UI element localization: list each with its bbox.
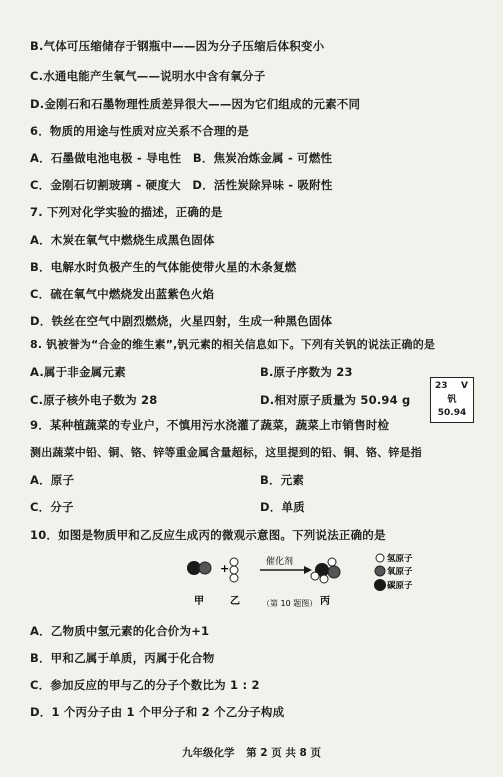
q10-option-b: B．甲和乙属于单质，丙属于化合物 <box>30 651 215 665</box>
q8-option-b: B.原子序数为 23 <box>260 365 353 379</box>
element-number: 23 <box>435 381 448 391</box>
legend-oxygen: 氧原子 <box>387 567 413 577</box>
molecule-bing <box>311 558 340 583</box>
q7-option-d: D．铁丝在空气中剧烈燃烧，火星四射，生成一种黑色固体 <box>30 314 333 328</box>
q10-option-d: D．1 个丙分子由 1 个甲分子和 2 个乙分子构成 <box>30 705 285 719</box>
molecule-jia <box>187 561 211 575</box>
diagram-legend <box>374 553 413 591</box>
q9-option-d: D．单质 <box>260 500 305 514</box>
q9-stem-1: 9．某种植蔬菜的专业户，不慎用污水浇灌了蔬菜，蔬菜上市销售时检 <box>30 418 390 432</box>
q5-option-c: C.水通电能产生氧气——说明水中含有氧分子 <box>30 69 266 83</box>
element-mass: 50.94 <box>437 408 467 418</box>
q9-options-row1 <box>30 472 489 488</box>
element-symbol: V <box>461 381 468 391</box>
q8-stem: 8. 钒被誉为“合金的维生素”,钒元素的相关信息如下。下列有关钒的说法正确的是 <box>30 338 436 351</box>
q6-options-cd: C．金刚石切割玻璃 - 硬度大 D．活性炭除异味 - 吸附性 <box>30 178 333 192</box>
footer-page-number: 第 2 页 共 8 页 <box>246 747 322 759</box>
q9-option-a: A．原子 <box>30 473 75 487</box>
legend-carbon: 碳原子 <box>387 581 413 591</box>
q9-options-row2 <box>30 499 489 515</box>
q10-reaction-diagram <box>180 552 480 612</box>
q9-option-b: B．元素 <box>260 473 305 487</box>
q5-option-b: B.气体可压缩储存于钢瓶中——因为分子压缩后体积变小 <box>30 39 325 53</box>
footer-subject: 九年级化学 <box>181 747 235 759</box>
molecule-yi <box>230 558 238 582</box>
q8-option-d: D.相对原子质量为 50.94 g <box>260 393 411 407</box>
q10-option-c: C．参加反应的甲与乙的分子个数比为 1 : 2 <box>30 678 260 692</box>
q7-option-c: C．硫在氧气中燃烧发出蓝紫色火焰 <box>30 287 215 301</box>
q8-option-a: A.属于非金属元素 <box>30 365 126 379</box>
q9-option-c: C．分子 <box>30 500 74 514</box>
q7-option-b: B．电解水时负极产生的气体能使带火星的木条复燃 <box>30 260 297 274</box>
q10-option-a: A．乙物质中氢元素的化合价为+1 <box>30 624 210 638</box>
svg-text:+: + <box>220 562 230 575</box>
page-footer <box>0 745 503 760</box>
q8-options-row2 <box>30 392 489 408</box>
q7-stem: 7. 下列对化学实验的描述，正确的是 <box>30 205 223 219</box>
label-bing: 丙 <box>320 596 330 607</box>
element-name: 钒 <box>447 395 457 405</box>
label-yi: 乙 <box>230 596 240 607</box>
label-jia: 甲 <box>194 596 204 607</box>
diagram-caption: （第 10 题图） <box>262 599 318 608</box>
q9-stem-2: 测出蔬菜中铅、铜、铬、锌等重金属含量超标，这里提到的铅、铜、铬、锌是指 <box>30 446 422 459</box>
q6-options-ab: A．石墨做电池电极 - 导电性 B．焦炭冶炼金属 - 可燃性 <box>30 151 333 165</box>
q8-option-c: C.原子核外电子数为 28 <box>30 393 158 407</box>
q6-stem: 6．物质的用途与性质对应关系不合理的是 <box>30 124 249 138</box>
catalyst-label: 催化剂 <box>266 557 294 567</box>
q7-option-a: A．木炭在氧气中燃烧生成黑色固体 <box>30 233 215 247</box>
q8-options-row1 <box>30 364 489 380</box>
q5-option-d: D.金刚石和石墨物理性质差异很大——因为它们组成的元素不同 <box>30 97 361 111</box>
legend-hydrogen: 氢原子 <box>387 554 413 564</box>
q10-stem: 10．如图是物质甲和乙反应生成丙的微观示意图。下列说法正确的是 <box>30 528 386 542</box>
